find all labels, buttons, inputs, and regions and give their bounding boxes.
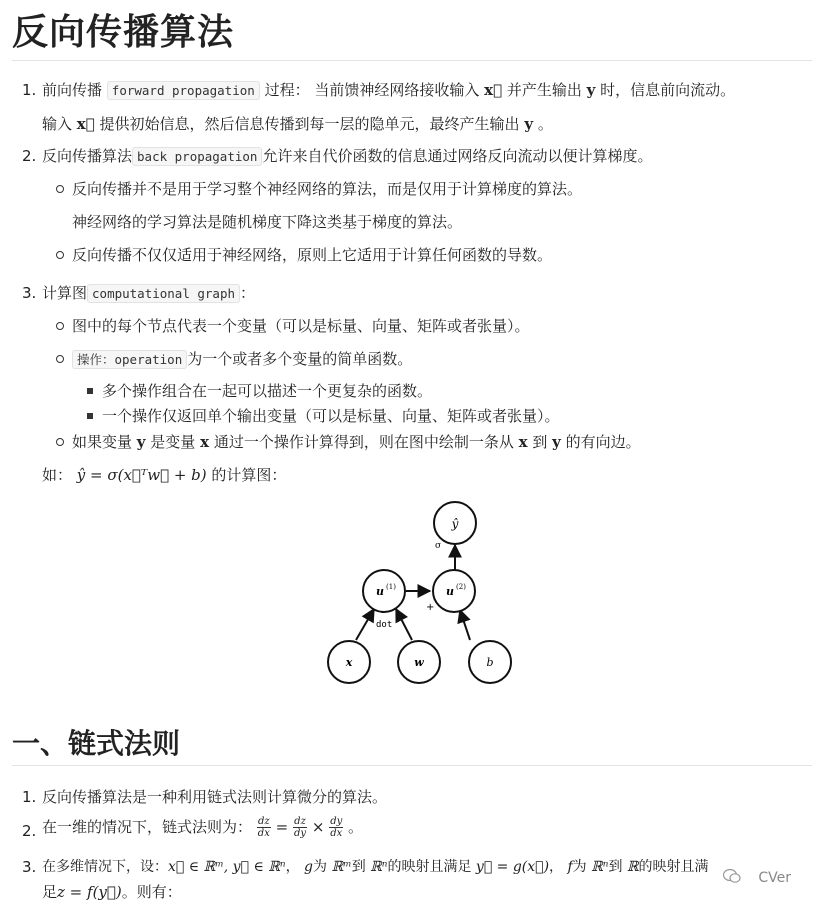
svg-text:w: w: [414, 656, 424, 669]
node-x: [328, 641, 370, 683]
list-number: 1.: [22, 788, 37, 806]
svg-text:x: x: [345, 656, 353, 669]
chain-item-3: 在多维情况下，设：x⃗ ∈ ℝᵐ, y⃗ ∈ ℝⁿ， g为 ℝᵐ到 ℝⁿ的映射且满足 y⃗ = g(x⃗)， f为 ℝⁿ到 ℝ的映射且满: [42, 859, 709, 875]
page-title: 反向传播算法: [12, 12, 235, 53]
bullet-graph-2: 操作：operation 为一个或者多个变量的简单函数。: [72, 349, 412, 370]
node-u1: [363, 570, 405, 612]
bullet-graph-3: 如果变量 y 是变量 x 通过一个操作计算得到，则在图中绘制一条从 x 到 y 的有向边。: [72, 433, 641, 451]
bullet-backprop-1-detail: 神经网络的学习算法是随机梯度下降这类基于梯度的算法。: [72, 213, 463, 231]
inline-code: 操作：operation: [72, 350, 187, 369]
node-w: [398, 641, 440, 683]
svg-text:u: u: [446, 585, 454, 598]
bullet-circle: [56, 438, 64, 446]
bullet-graph-1: 图中的每个节点代表一个变量（可以是标量、向量、矩阵或者张量）。: [72, 317, 530, 335]
computation-graph: [320, 495, 520, 690]
bullet-circle: [56, 251, 64, 259]
list-item-backprop: 反向传播算法 back propagation 允许来自代价函数的信息通过网络反向流动以便计算梯度。: [42, 147, 653, 165]
list-item-forward: 前向传播 forward propagation 过程： 当前馈神经网络接收输入 x⃗ 并产生输出 y 时，信息前向流动。: [42, 81, 736, 99]
bullet-square: [87, 388, 93, 394]
edge-x-u1: [356, 609, 374, 640]
bullet-backprop-1: 反向传播并不是用于学习整个神经网络的算法，而是仅用于计算梯度的算法。: [72, 180, 583, 198]
wechat-icon: [723, 868, 741, 884]
svg-text:u: u: [376, 585, 384, 598]
example-formula: ŷ = σ(x⃗ᵀw⃗ + b): [76, 466, 207, 484]
list-number: 3.: [22, 284, 37, 302]
list-number: 3.: [22, 858, 37, 876]
fraction: $\frac{dz}{dy}$: [293, 816, 307, 839]
edge-label-dot: dot: [376, 620, 393, 630]
svg-text:b: b: [486, 656, 494, 669]
edge-label-sigma: σ: [435, 541, 442, 551]
sub-bullet-2: 一个操作仅返回单个输出变量（可以是标量、向量、矩阵或者张量）。: [102, 407, 560, 425]
list-item-graph: 计算图 computational graph ：: [42, 284, 256, 302]
bullet-circle: [56, 355, 64, 363]
edge-b-u2: [460, 610, 470, 640]
edge-label-plus: +: [426, 602, 435, 613]
section-divider: [12, 765, 812, 766]
section-title: 一、链式法则: [12, 727, 181, 760]
example-line: 如： ŷ = σ(x⃗ᵀw⃗ + b) 的计算图：: [42, 466, 287, 484]
list-number: 2.: [22, 147, 37, 165]
inline-code: forward propagation: [107, 81, 260, 100]
list-item-forward-detail: 输入 x⃗ 提供初始信息，然后信息传播到每一层的隐单元，最终产生输出 y 。: [42, 115, 553, 133]
svg-text:(1): (1): [386, 583, 396, 591]
edge-w-u1: [396, 609, 412, 640]
inline-code: back propagation: [132, 147, 262, 166]
bullet-circle: [56, 185, 64, 193]
bullet-backprop-2: 反向传播不仅仅适用于神经网络，原则上它适用于计算任何函数的导数。: [72, 246, 553, 264]
watermark: CVer: [758, 870, 791, 886]
node-yhat: [434, 502, 476, 544]
sub-bullet-1: 多个操作组合在一起可以描述一个更复杂的函数。: [102, 382, 433, 400]
list-number: 2.: [22, 822, 37, 840]
list-number: 1.: [22, 81, 37, 99]
chain-item-3-cont: 足z = f(y⃗)。则有：: [42, 883, 182, 901]
fraction: $\frac{dy}{dx}$: [330, 816, 343, 839]
chain-item-2: 在一维的情况下，链式法则为： $\frac{dz}{dx}$ = $\frac{dz}{dy}$ × $\frac{dy}{dx}$ 。: [42, 816, 364, 839]
title-divider: [12, 60, 812, 61]
bullet-square: [87, 413, 93, 419]
svg-text:(2): (2): [456, 583, 466, 591]
node-u2: [433, 570, 475, 612]
chain-item-1: 反向传播算法是一种利用链式法则计算微分的算法。: [42, 788, 388, 806]
node-b: [469, 641, 511, 683]
svg-text:ŷ: ŷ: [451, 517, 459, 531]
inline-code: computational graph: [87, 284, 240, 303]
fraction: $\frac{dz}{dx}$: [257, 816, 270, 839]
bullet-circle: [56, 322, 64, 330]
